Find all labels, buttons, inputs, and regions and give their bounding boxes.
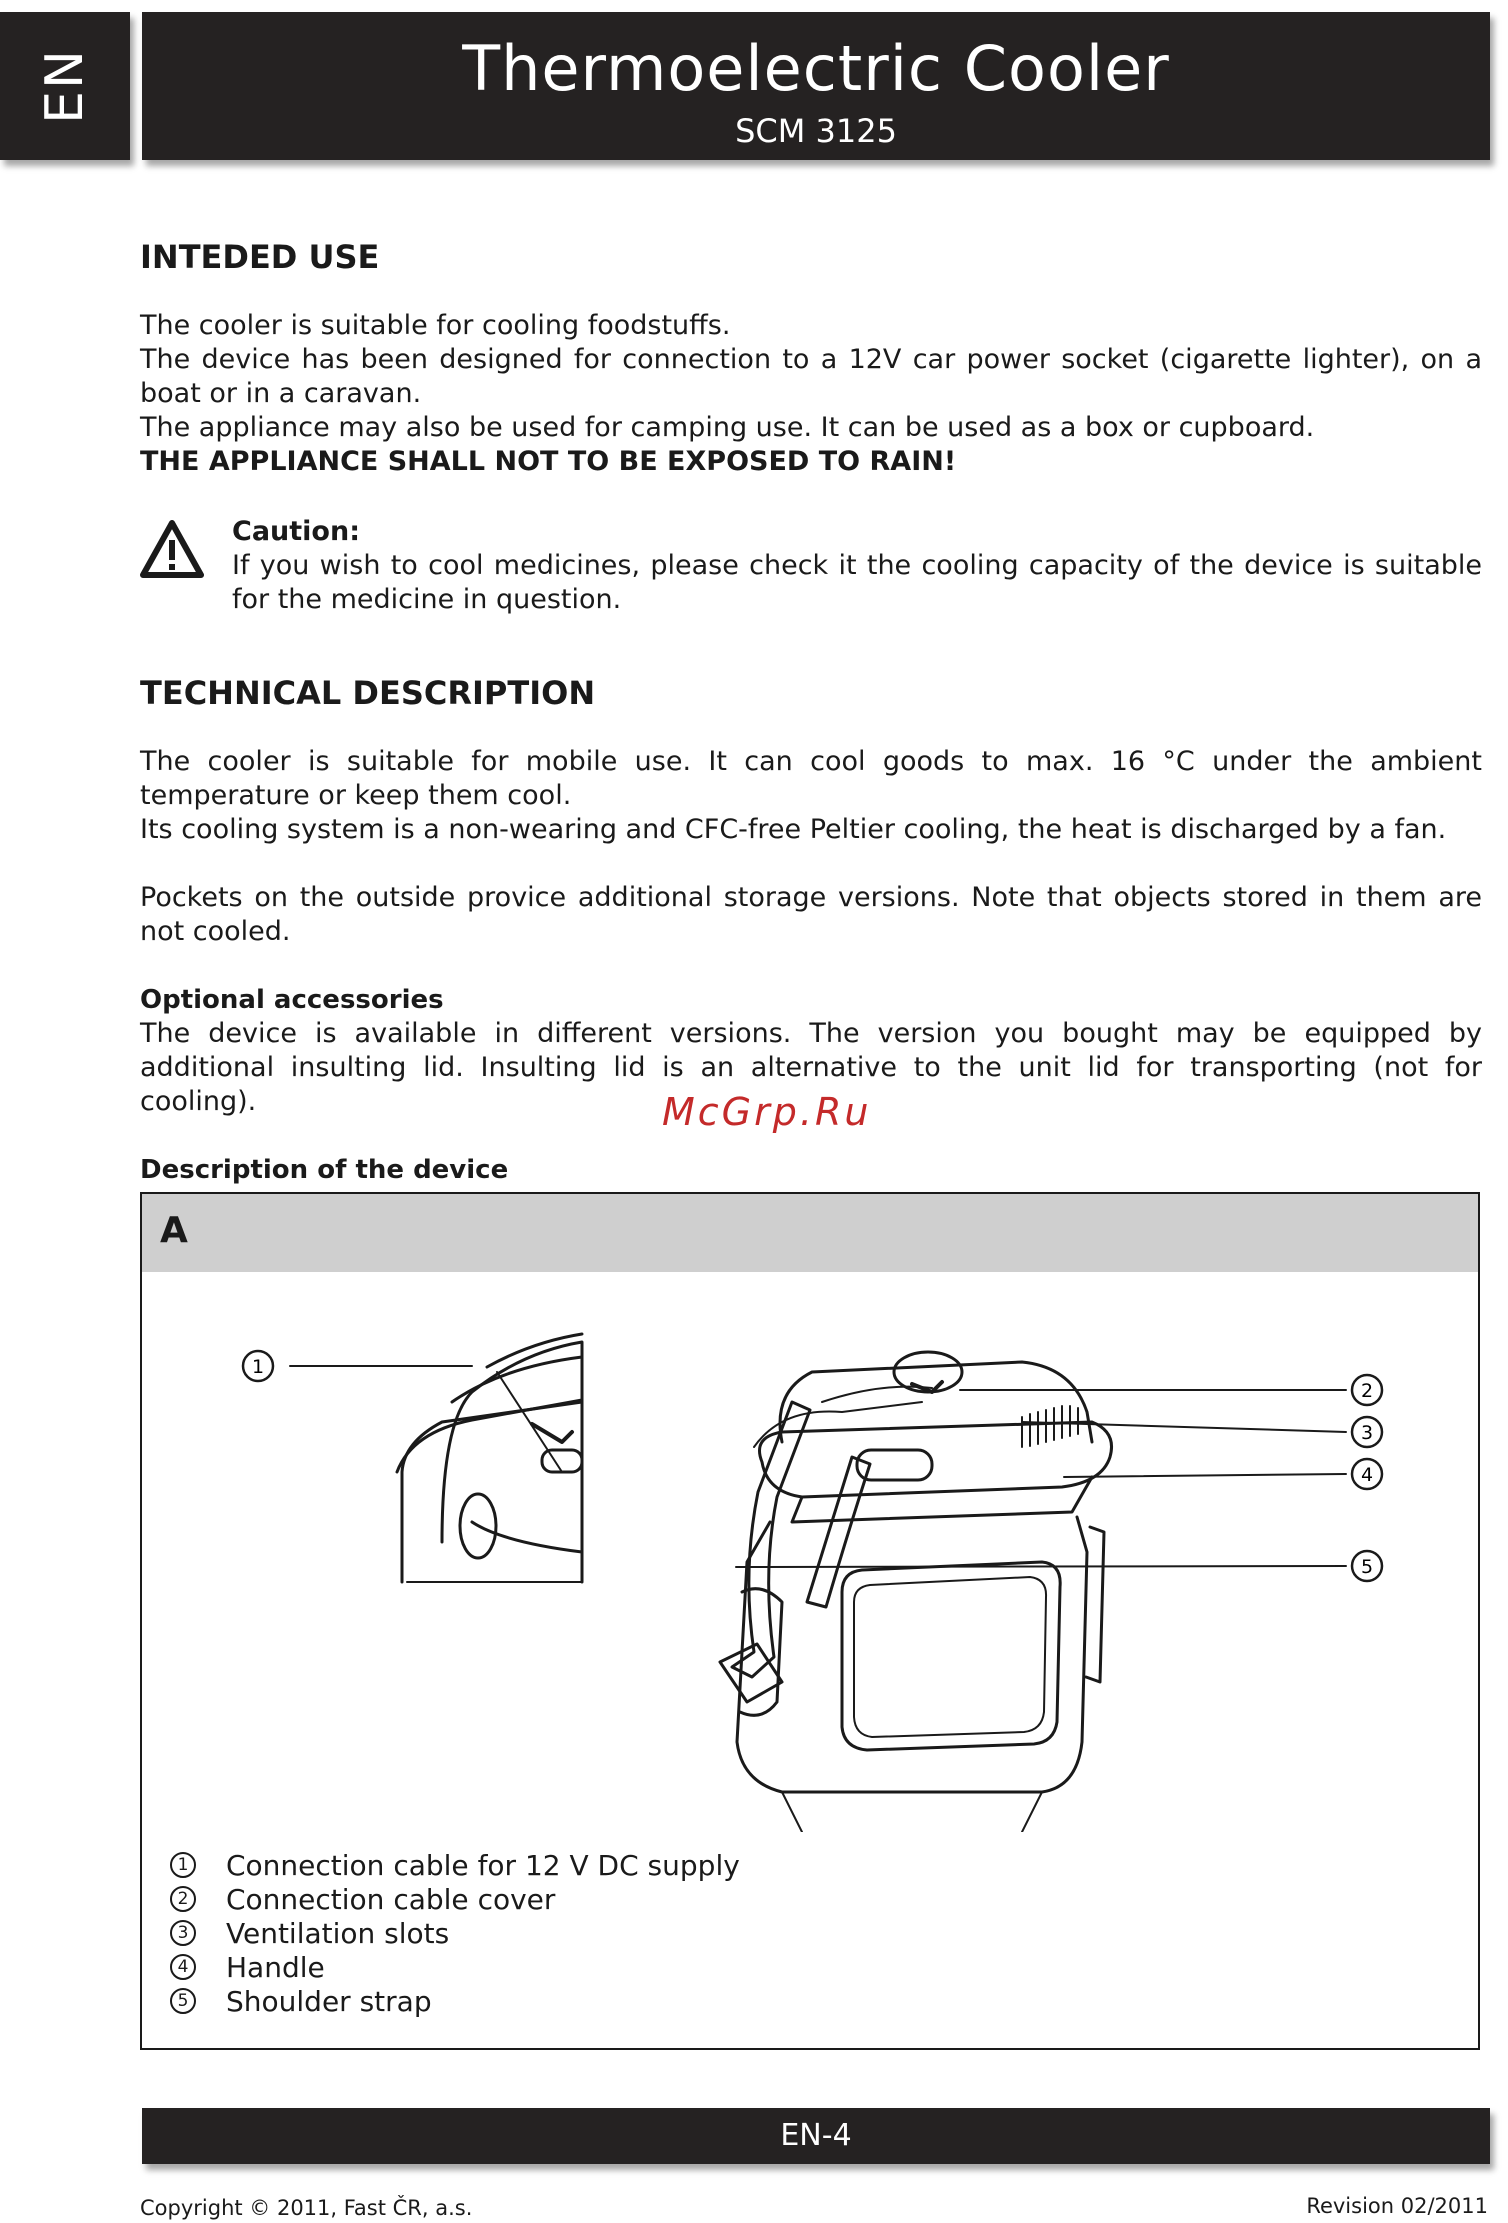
legend-text: Shoulder strap (226, 1984, 432, 2018)
caution-block (232, 515, 1482, 617)
page-number: EN-4 (780, 2118, 852, 2153)
callout-1 (243, 1351, 273, 1381)
copyright: Copyright © 2011, Fast ČR, a.s. (140, 2196, 473, 2220)
ventilation-slots (1022, 1406, 1078, 1447)
callout-5 (1352, 1551, 1382, 1581)
figure-header (142, 1194, 1478, 1272)
cooler-illustration (142, 1272, 1478, 1832)
caution-title: Caution: (232, 516, 360, 547)
legend-number: 5 (170, 1988, 196, 2014)
language-label: EN (35, 48, 95, 124)
legend-item (170, 1882, 740, 1916)
figure-legend (170, 1848, 740, 2018)
svg-text:2: 2 (1360, 1380, 1374, 1402)
legend-number: 4 (170, 1954, 196, 1980)
page-number-bar (142, 2108, 1490, 2164)
intended-use-p2: The device has been designed for connection to a 12V car power socket (cigarette lighter), on a boat or in a caravan. (140, 344, 1482, 409)
warning-triangle-icon (140, 520, 204, 578)
legend-text: Ventilation slots (226, 1916, 450, 1950)
svg-text:1: 1 (251, 1356, 265, 1378)
svg-text:5: 5 (1360, 1556, 1374, 1578)
legend-number: 2 (170, 1886, 196, 1912)
accessories-text: The device is available in different versions. The version you bought may be equipped by additional insulting lid. Insulting lid is an alternative to the unit lid for transporting (not for cooling). (140, 1018, 1482, 1117)
intended-use-body (140, 309, 1482, 479)
watermark: McGrp.Ru (662, 1090, 872, 1134)
legend-number: 1 (170, 1852, 196, 1878)
page-title: Thermoelectric Cooler (462, 32, 1170, 105)
legend-number: 3 (170, 1920, 196, 1946)
device-description-heading: Description of the device (140, 1155, 509, 1185)
legend-text: Handle (226, 1950, 325, 1984)
legend-item (170, 1916, 740, 1950)
legend-text: Connection cable for 12 V DC supply (226, 1848, 740, 1882)
callout-3 (1352, 1417, 1382, 1447)
callout-4 (1352, 1459, 1382, 1489)
language-tab (0, 12, 130, 160)
legend-item (170, 1848, 740, 1882)
intended-use-p1: The cooler is suitable for cooling foodstuffs. (140, 310, 731, 341)
model-number: SCM 3125 (735, 112, 897, 150)
intended-use-heading: INTEDED USE (140, 238, 380, 276)
figure-a (140, 1192, 1480, 2050)
title-bar (142, 12, 1490, 160)
technical-p1: The cooler is suitable for mobile use. It can cool goods to max. 16 °C under the ambient temperature or keep them cool. (140, 746, 1482, 811)
legend-text: Connection cable cover (226, 1882, 556, 1916)
cable-detail-drawing (397, 1334, 582, 1582)
legend-item (170, 1984, 740, 2018)
figure-label: A (160, 1210, 188, 1251)
technical-p2: Its cooling system is a non-wearing and CFC-free Peltier cooling, the heat is discharged by a fan. (140, 814, 1447, 845)
svg-text:4: 4 (1360, 1464, 1374, 1486)
rain-warning: THE APPLIANCE SHALL NOT TO BE EXPOSED TO RAIN! (140, 446, 957, 477)
caution-text: If you wish to cool medicines, please check it the cooling capacity of the device is suitable for the medicine in question. (232, 550, 1482, 615)
svg-text:3: 3 (1360, 1422, 1374, 1444)
cooler-drawing (720, 1352, 1112, 1832)
technical-heading: TECHNICAL DESCRIPTION (140, 674, 596, 712)
intended-use-p3: The appliance may also be used for camping use. It can be used as a box or cupboard. (140, 412, 1315, 443)
technical-p3: Pockets on the outside provice additional storage versions. Note that objects stored in them are not cooled. (140, 882, 1482, 947)
callout-lines (290, 1366, 1346, 1567)
callout-2 (1352, 1375, 1382, 1405)
legend-item (170, 1950, 740, 1984)
accessories-heading: Optional accessories (140, 985, 444, 1015)
revision: Revision 02/2011 (1306, 2194, 1488, 2218)
